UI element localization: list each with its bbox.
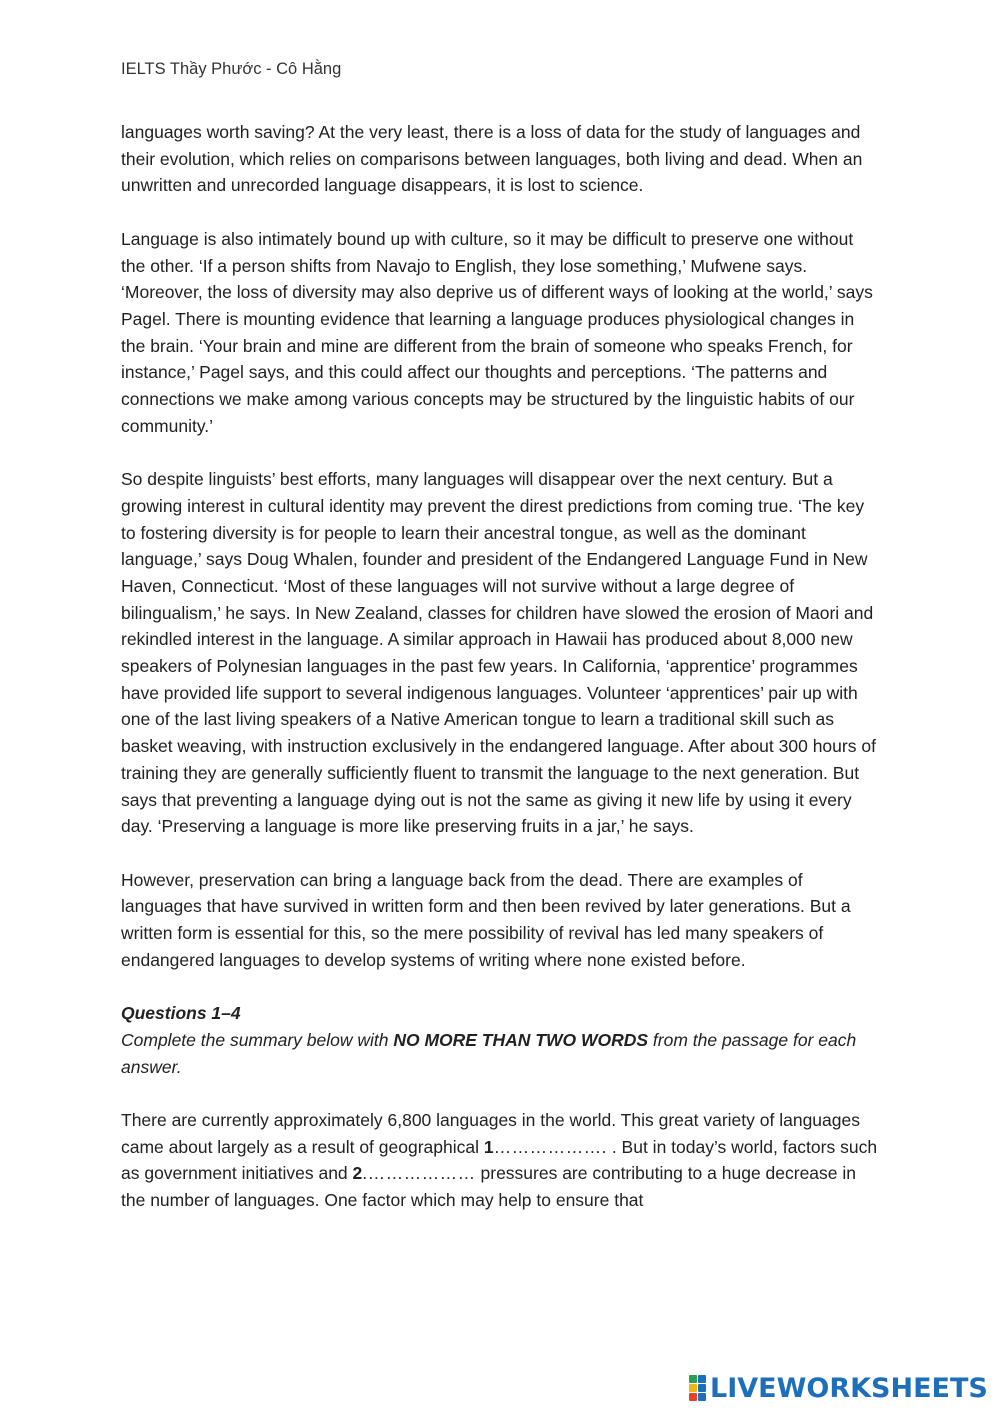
logo-text: LIVEWORKSHEETS <box>710 1372 988 1404</box>
reading-passage <box>121 119 881 1240</box>
logo-mark-icon <box>689 1375 706 1401</box>
question-2-blank[interactable]: .……………… <box>362 1163 476 1184</box>
questions-instruction <box>121 1027 881 1080</box>
page-header: IELTS Thầy Phước - Cô Hằng <box>121 60 342 78</box>
passage-paragraph-3: So despite linguists’ best efforts, many languages will disappear over the next century. But a growing interest in cultural identity may prevent the direst predictions from coming true. ‘The key to fostering diversity is for people to learn their ancestral tongue, as well as the dominant language,’ says Doug Whalen, founder and president of the Endangered Language Fund in New Haven, Connecticut. ‘Most of these languages will not survive without a large degree of bilingualism,’ he says. In New Zealand, classes for children have slowed the erosion of Maori and rekindled interest in the language. A similar approach in Hawaii has produced about 8,000 new speakers of Polynesian languages in the past few years. In California, ‘apprentice’ programmes have provided life support to several indigenous languages. Volunteer ‘apprentices’ pair up with one of the last living speakers of a Native American tongue to learn a traditional skill such as basket weaving, with instruction exclusively in the endangered language. After about 300 hours of training they are generally sufficiently fluent to transmit the language to the next generation. But says that preventing a language dying out is not the same as giving it new life by using it every day. ‘Preserving a language is more like preserving fruits in a jar,’ he says. <box>121 469 876 837</box>
question-2-number: 2 <box>352 1163 363 1184</box>
summary-text-3: pressures are contributing to a huge decrease in the number of languages. One factor which may help to ensure that <box>121 1163 857 1211</box>
instruction-word-limit: NO MORE THAN TWO WORDS <box>393 1029 649 1050</box>
passage-paragraph-2: Language is also intimately bound up with culture, so it may be difficult to preserve one without the other. ‘If a person shifts from Navajo to English, they lose something,’ Mufwene says. ‘Moreover, the loss of diversity may also deprive us of different ways of looking at the world,’ says Pagel. There is mounting evidence that learning a language produces physiological changes in the brain. ‘Your brain and mine are different from the brain of someone who speaks French, for instance,’ Pagel says, and this could affect our thoughts and perceptions. ‘The patterns and connections we make among various concepts may be structured by the linguistic habits of our community.’ <box>121 228 873 436</box>
instruction-text-start: Complete the summary below with <box>121 1029 394 1050</box>
instruction-text-end: from the passage for each answer. <box>121 1029 857 1077</box>
summary-text-2: . But in today’s world, factors such as government initiatives and <box>121 1136 878 1184</box>
question-1-blank[interactable]: ………………. <box>493 1136 607 1157</box>
question-1-number: 1 <box>483 1136 494 1157</box>
passage-paragraph-1: languages worth saving? At the very least, there is a loss of data for the study of languages and their evolution, which relies on comparisons between languages, both living and dead. When an unwritten and unrecorded language disappears, it is lost to science. <box>121 122 863 196</box>
passage-paragraph-4: However, preservation can bring a language back from the dead. There are examples of languages that have survived in written form and then been revived by later generations. But a written form is essential for this, so the mere possibility of revival has led many speakers of endangered languages to develop systems of writing where none existed before. <box>121 869 851 970</box>
liveworksheets-logo <box>689 1371 988 1405</box>
summary-text-1: There are currently approximately 6,800 languages in the world. This great variety of languages came about largely as a result of geographical <box>121 1109 860 1157</box>
questions-title: Questions 1–4 <box>121 1003 241 1024</box>
summary-paragraph <box>121 1107 881 1214</box>
